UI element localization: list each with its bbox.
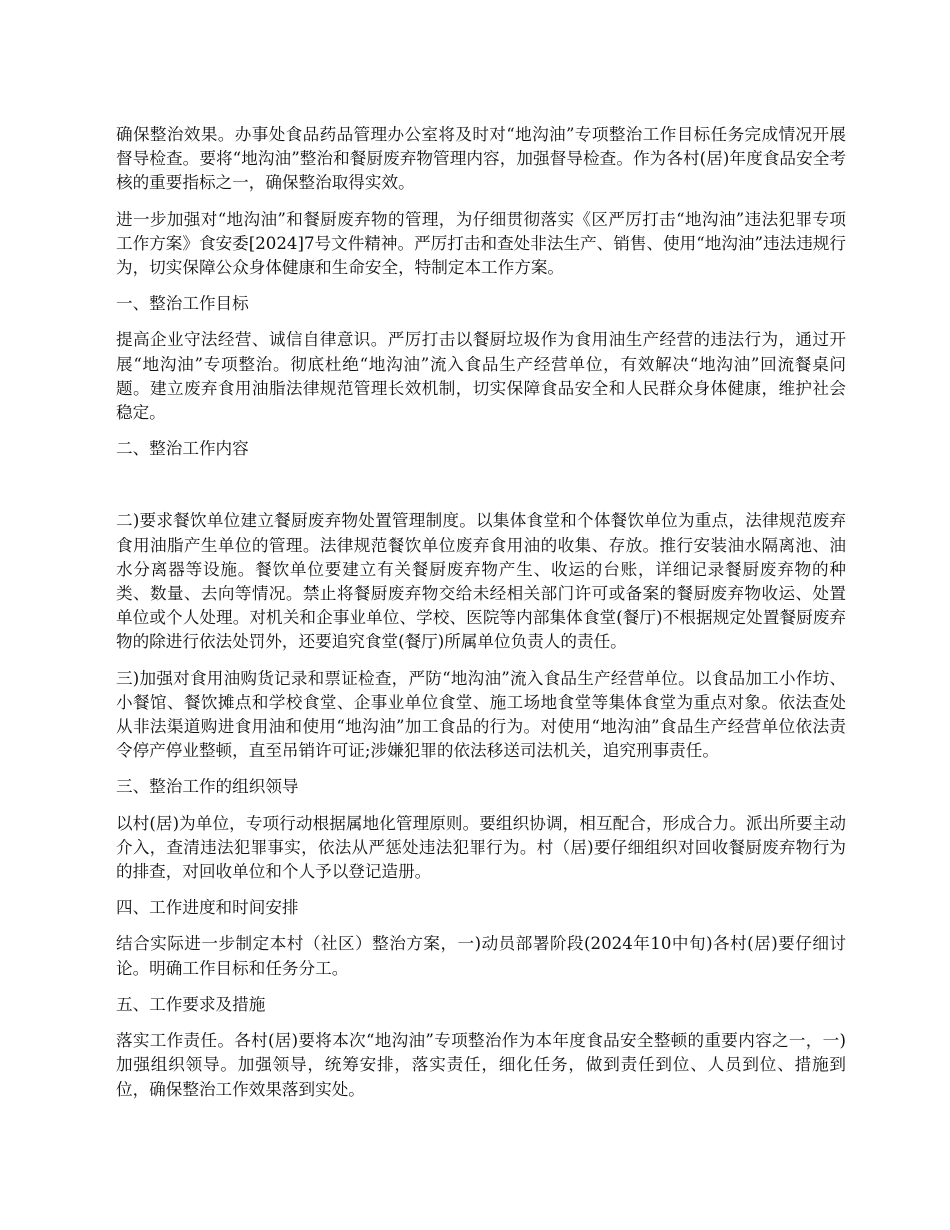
document-body — [116, 123, 846, 1102]
heading-section-3: 三、整治工作的组织领导 — [116, 777, 299, 797]
paragraph-section-4: 结合实际进一步制定本村（社区）整治方案，一)动员部署阶段(2024年10中旬)各村(居)要仔细讨论。明确工作目标和任务分工。 — [116, 934, 846, 978]
paragraph-intro: 确保整治效果。办事处食品药品管理办公室将及时对“地沟油”专项整治工作目标任务完成情况开展督导检查。要将“地沟油”整治和餐厨废弃物管理内容，加强督导检查。作为各村(居)年度食品安全考核的重要指标之一，确保整治取得实效。 — [116, 125, 846, 193]
paragraph-section-2-item-3: 三)加强对食用油购货记录和票证检查，严防“地沟油”流入食品生产经营单位。以食品加工小作坊、小餐馆、餐饮摊点和学校食堂、企事业单位食堂、施工场地食堂等集体食堂为重点对象。依法查处从非法渠道购进食用油和使用“地沟油”加工食品的行为。对使用“地沟油”食品生产经营单位依法责令停产停业整顿，直至吊销许可证;涉嫌犯罪的依法移送司法机关，追究刑事责任。 — [116, 668, 846, 761]
heading-section-1: 一、整治工作目标 — [116, 294, 249, 314]
heading-section-4: 四、工作进度和时间安排 — [116, 898, 299, 918]
paragraph-section-2-item-2: 二)要求餐饮单位建立餐厨废弃物处置管理制度。以集体食堂和个体餐饮单位为重点，法律规范废弃食用油脂产生单位的管理。法律规范餐饮单位废弃食用油的收集、存放。推行安装油水隔离池、油水分离器等设施。餐饮单位要建立有关餐厨废弃物产生、收运的台账，详细记录餐厨废弃物的种类、数量、去向等情况。禁止将餐厨废弃物交给未经相关部门许可或备案的餐厨废弃物收运、处置单位或个人处理。对机关和企事业单位、学校、医院等内部集体食堂(餐厅)不根据规定处置餐厨废弃物的除进行依法处罚外，还要追究食堂(餐厅)所属单位负责人的责任。 — [116, 511, 846, 652]
paragraph-purpose: 进一步加强对“地沟油”和餐厨废弃物的管理，为仔细贯彻落实《区严厉打击“地沟油”违法犯罪专项工作方案》食安委[2024]7号文件精神。严厉打击和查处非法生产、销售、使用“地沟油”违法违规行为，切实保障公众身体健康和生命安全，特制定本工作方案。 — [116, 209, 846, 278]
paragraph-section-1: 提高企业守法经营、诚信自律意识。严厉打击以餐厨垃圾作为食用油生产经营的违法行为，通过开展“地沟油”专项整治。彻底杜绝“地沟油”流入食品生产经营单位，有效解决“地沟油”回流餐桌问题。建立废弃食用油脂法律规范管理长效机制，切实保障食品安全和人民群众身体健康，维护社会稳定。 — [116, 330, 846, 423]
heading-section-5: 五、工作要求及措施 — [116, 994, 266, 1014]
paragraph-section-3: 以村(居)为单位，专项行动根据属地化管理原则。要组织协调，相互配合，形成合力。派出所要主动介入，查清违法犯罪事实，依法从严惩处违法犯罪行为。村（居)要仔细组织对回收餐厨废弃物行为的排查，对回收单位和个人予以登记造册。 — [116, 813, 846, 882]
paragraph-section-5: 落实工作责任。各村(居)要将本次“地沟油”专项整治作为本年度食品安全整顿的重要内容之一，一)加强组织领导。加强领导，统筹安排，落实责任，细化任务，做到责任到位、人员到位、措施到位，确保整治工作效果落到实处。 — [116, 1031, 846, 1099]
heading-section-2: 二、整治工作内容 — [116, 439, 249, 459]
